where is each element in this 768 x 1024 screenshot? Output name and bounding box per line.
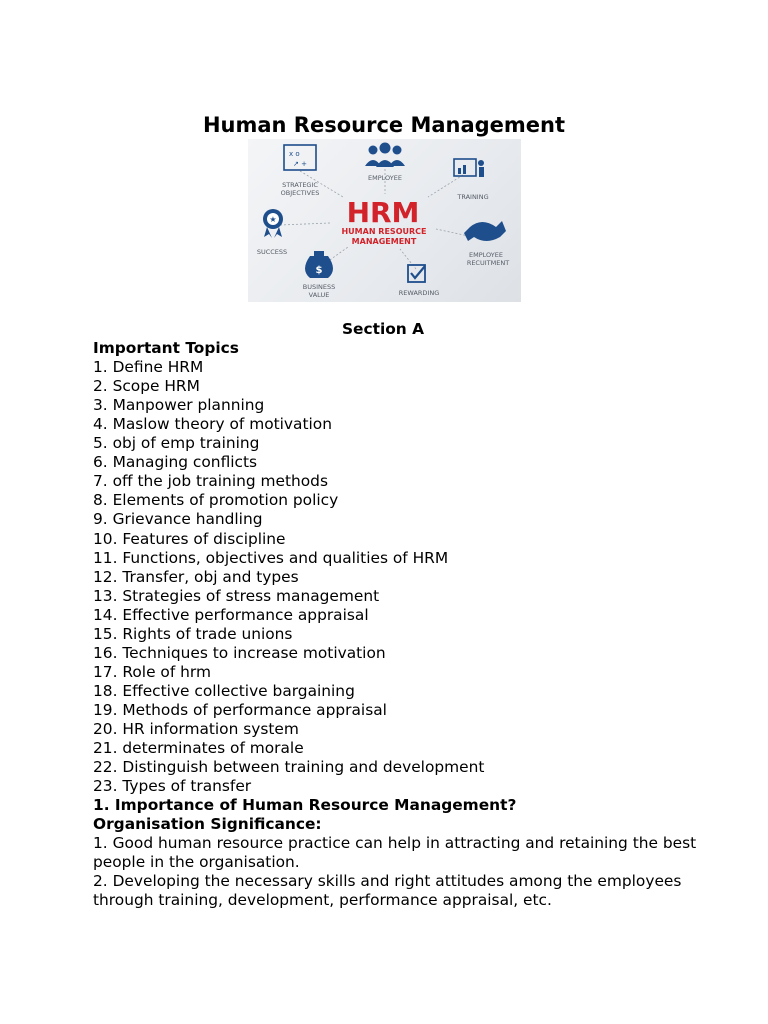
paragraph: 2. Developing the necessary skills and right attitudes among the employees through training, development, performance appraisal, etc. xyxy=(93,872,682,910)
list-item: 21. determinates of morale xyxy=(93,739,304,758)
list-item: 18. Effective collective bargaining xyxy=(93,681,355,700)
list-item: 13. Strategies of stress management xyxy=(93,586,380,605)
recruitment-label-2: RECUITMENT xyxy=(466,259,510,267)
topics-list xyxy=(93,358,713,796)
list-item: 6. Managing conflicts xyxy=(93,453,258,472)
list-item: 7. off the job training methods xyxy=(93,472,328,491)
list-item: 15. Rights of trade unions xyxy=(93,624,293,643)
list-item: 19. Methods of performance appraisal xyxy=(93,700,387,719)
svg-text:↗ +: ↗ + xyxy=(293,160,307,168)
svg-text:x o: x o xyxy=(289,150,300,158)
business-label-1: BUSINESS xyxy=(302,283,336,291)
paragraph: 1. Good human resource practice can help in attracting and retaining the best people in the organisation. xyxy=(93,834,697,872)
handshake-icon xyxy=(464,221,506,241)
list-item: 12. Transfer, obj and types xyxy=(93,567,299,586)
strategy-board-icon xyxy=(284,145,316,170)
list-item: 14. Effective performance appraisal xyxy=(93,605,369,624)
list-item: 10. Features of discipline xyxy=(93,529,286,548)
strategic-label-2: OBJECTIVES xyxy=(280,189,320,197)
list-item: 22. Distinguish between training and development xyxy=(93,758,485,777)
list-item: 20. HR information system xyxy=(93,719,299,738)
rewarding-label: REWARDING xyxy=(398,289,440,297)
page-title: Human Resource Management xyxy=(202,113,566,137)
hrm-center-subtitle-1: HUMAN RESOURCE xyxy=(341,227,427,236)
section-heading: Section A xyxy=(341,320,425,338)
checkbox-check-icon xyxy=(408,265,425,282)
training-label: TRAINING xyxy=(457,193,489,201)
training-presentation-icon xyxy=(454,159,484,177)
question-heading: 1. Importance of Human Resource Management? xyxy=(93,796,517,815)
hrm-center-subtitle-2: MANAGEMENT xyxy=(351,237,417,246)
hrm-diagram-image xyxy=(248,139,521,302)
list-item: 5. obj of emp training xyxy=(93,434,260,453)
strategic-label-1: STRATEGIC xyxy=(282,181,318,189)
topics-heading: Important Topics xyxy=(93,339,239,358)
money-bag-icon xyxy=(305,251,333,278)
list-item: 4. Maslow theory of motivation xyxy=(93,415,332,434)
list-item: 11. Functions, objectives and qualities of HRM xyxy=(93,548,449,567)
list-item: 3. Manpower planning xyxy=(93,396,265,415)
list-item: 2. Scope HRM xyxy=(93,377,200,396)
list-item: 1. Define HRM xyxy=(93,358,204,377)
document-body xyxy=(93,320,713,910)
employee-label: EMPLOYEE xyxy=(368,174,402,182)
list-item: 8. Elements of promotion policy xyxy=(93,491,339,510)
list-item: 23. Types of transfer xyxy=(93,777,252,796)
subheading: Organisation Significance: xyxy=(93,815,322,834)
list-item: 9. Grievance handling xyxy=(93,510,263,529)
success-label: SUCCESS xyxy=(256,248,288,256)
list-item: 17. Role of hrm xyxy=(93,662,211,681)
svg-text:★: ★ xyxy=(269,215,277,224)
recruitment-label-1: EMPLOYEE xyxy=(469,251,503,259)
business-label-2: VALUE xyxy=(308,291,330,299)
employee-group-icon xyxy=(365,143,405,168)
success-badge-icon xyxy=(263,209,283,238)
list-item: 16. Techniques to increase motivation xyxy=(93,643,386,662)
hrm-center-title: HRM xyxy=(346,196,420,229)
svg-text:$: $ xyxy=(315,265,323,276)
